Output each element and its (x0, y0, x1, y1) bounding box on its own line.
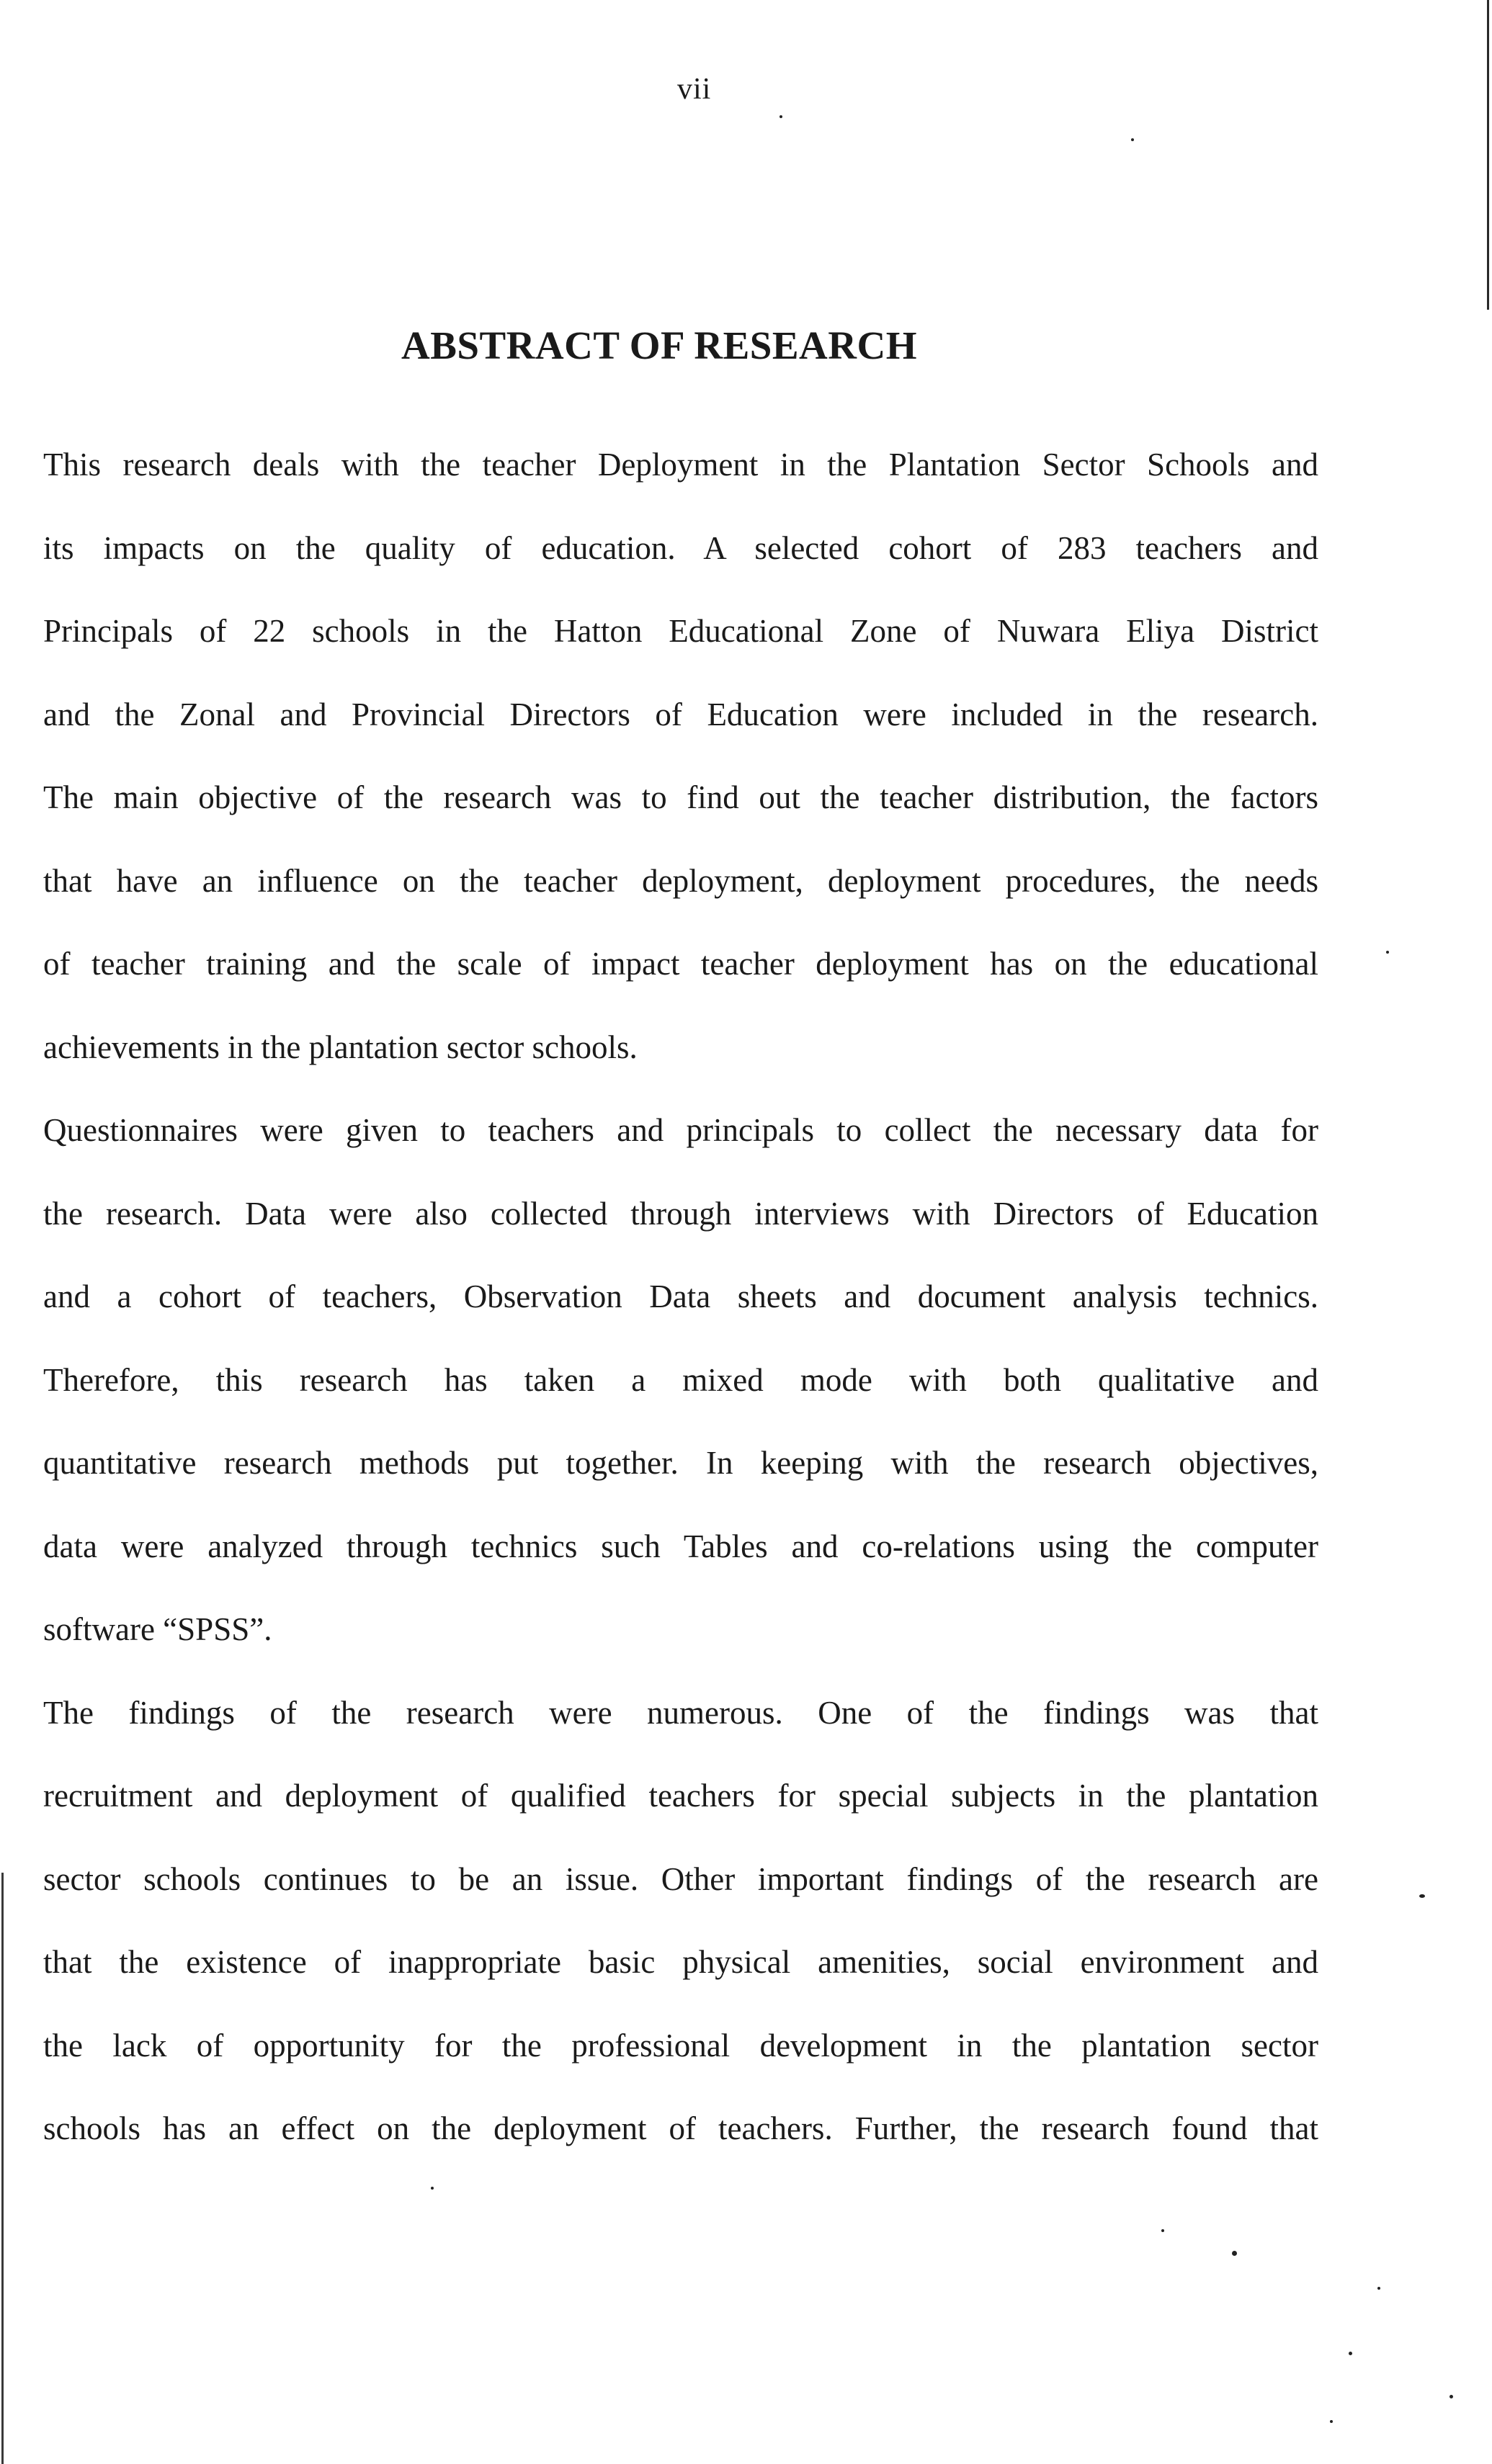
text-line: Principals of 22 schools in the Hatton Educational Zone of Nuwara Eliya District (43, 613, 1318, 649)
text-line: quantitative research methods put together. In keeping with the research objectives, (43, 1445, 1318, 1481)
text-line: The findings of the research were numerous. One of the findings was that (43, 1694, 1318, 1731)
text-line: of teacher training and the scale of impact teacher deployment has on the educational (43, 946, 1318, 982)
abstract-body (43, 424, 1318, 2171)
scan-speck (1349, 2352, 1352, 2355)
scan-speck (1330, 2420, 1333, 2423)
text-line: The main objective of the research was to find out the teacher distribution, the factors (43, 779, 1318, 815)
page-number: vii (677, 73, 712, 106)
scan-edge-left (1, 1873, 4, 2464)
text-line: schools has an effect on the deployment of teachers. Further, the research found that (43, 2110, 1318, 2146)
text-line: the lack of opportunity for the professional development in the plantation sector (43, 2027, 1318, 2064)
text-line: software “SPSS”. (43, 1611, 272, 1647)
text-line: This research deals with the teacher Deployment in the Plantation Sector Schools and (43, 447, 1318, 483)
scan-speck (1419, 1894, 1425, 1898)
scan-speck (1386, 951, 1389, 954)
scan-edge-right (1487, 0, 1489, 310)
text-line: and a cohort of teachers, Observation Data sheets and document analysis technics. (43, 1278, 1318, 1314)
scan-speck (1131, 138, 1134, 141)
page-title: ABSTRACT OF RESEARCH (401, 323, 917, 367)
scan-speck (1377, 2287, 1380, 2290)
scan-speck (1449, 2395, 1453, 2398)
text-line: Questionnaires were given to teachers and principals to collect the necessary data for (43, 1112, 1318, 1148)
text-line: its impacts on the quality of education. A selected cohort of 283 teachers and (43, 529, 1318, 566)
text-line: the research. Data were also collected through interviews with Directors of Education (43, 1195, 1318, 1232)
scan-speck (431, 2187, 434, 2190)
scan-speck (779, 115, 782, 118)
scan-speck (1232, 2251, 1237, 2256)
text-line: Therefore, this research has taken a mixed mode with both qualitative and (43, 1361, 1318, 1398)
text-line: and the Zonal and Provincial Directors of Education were included in the research. (43, 696, 1318, 733)
text-line: recruitment and deployment of qualified teachers for special subjects in the plantation (43, 1778, 1318, 1814)
text-line: that the existence of inappropriate basic physical amenities, social environment and (43, 1944, 1318, 1980)
text-line: data were analyzed through technics such Tables and co-relations using the computer (43, 1528, 1318, 1564)
scan-speck (1161, 2229, 1164, 2232)
text-line: achievements in the plantation sector schools. (43, 1029, 638, 1065)
text-line: sector schools continues to be an issue. Other important findings of the research are (43, 1860, 1318, 1897)
text-line: that have an influence on the teacher deployment, deployment procedures, the needs (43, 862, 1318, 899)
